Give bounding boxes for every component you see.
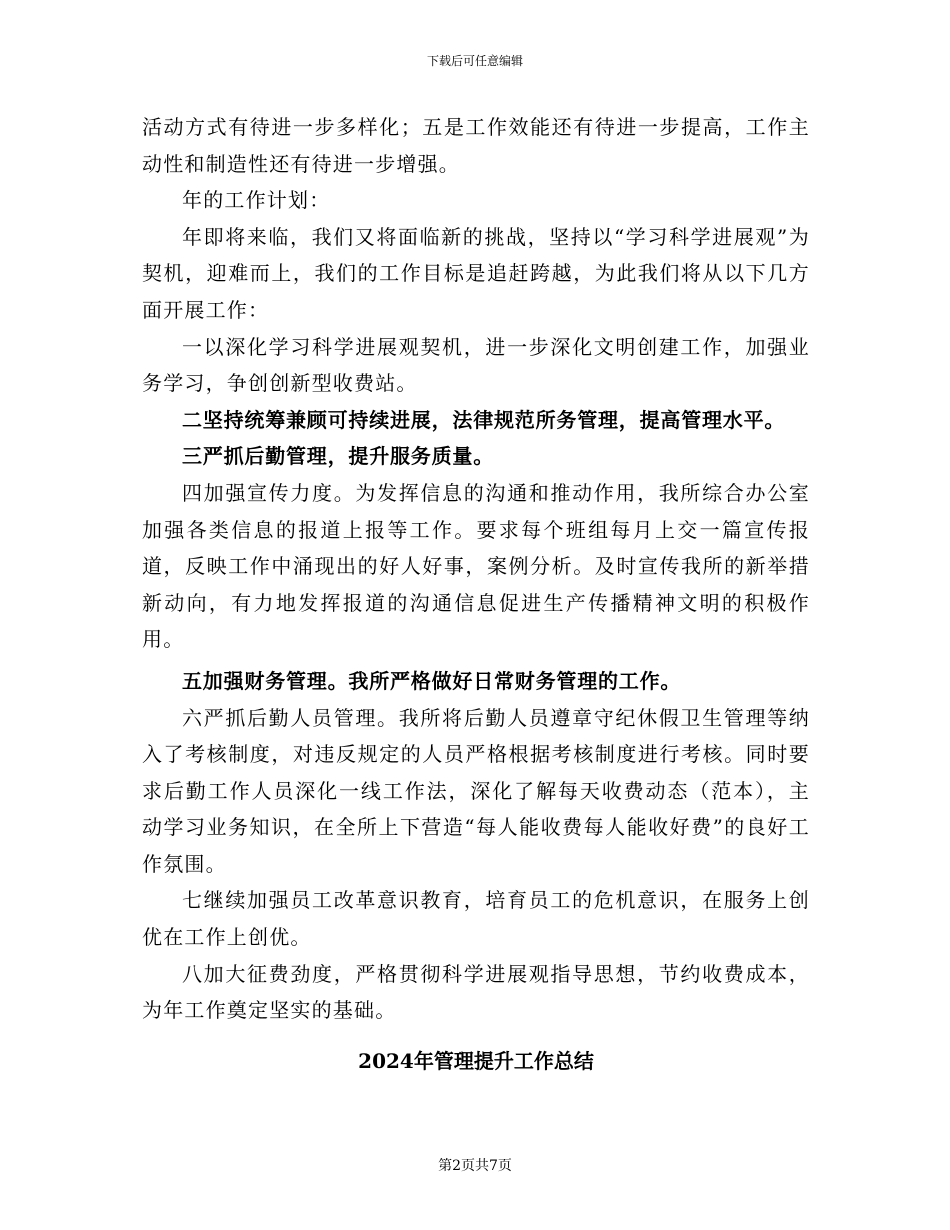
paragraph-2: 年的工作计划：	[182, 188, 331, 213]
paragraph-4: 一以深化学习科学进展观契机，进一步深化文明创建工作，加强业务学习，争创创新型收费站。	[142, 334, 810, 396]
paragraph-5: 二坚持统筹兼顾可持续进展，法律规范所务管理，提高管理水平。	[182, 407, 786, 432]
paragraph-9: 六严抓后勤人员管理。我所将后勤人员遵章守纪休假卫生管理等纳入了考核制度，对违反规定的人员严格根据考核制度进行考核。同时要求后勤工作人员深化一线工作法，深化了解每天收费动态（范本），主动学习业务知识，在全所上下营造“每人能收费每人能收好费”的良好工作氛围。	[142, 705, 810, 876]
paragraph-3: 年即将来临，我们又将面临新的挑战，坚持以“学习科学进展观”为契机，迎难而上，我们的工作目标是追赶跨越，为此我们将从以下几方面开展工作：	[142, 224, 810, 322]
document-body	[142, 109, 810, 1079]
paragraph-7: 四加强宣传力度。为发挥信息的沟通和推动作用，我所综合办公室加强各类信息的报道上报等工作。要求每个班组每月上交一篇宣传报道，反映工作中涌现出的好人好事，案例分析。及时宣传我所的新举措新动向，有力地发挥报道的沟通信息促进生产传播精神文明的积极作用。	[142, 480, 810, 652]
page-header: 下载后可任意编辑	[426, 54, 523, 68]
paragraph-8: 五加强财务管理。我所严格做好日常财务管理的工作。	[182, 668, 682, 693]
paragraph-11: 八加大征费劲度，严格贯彻科学进展观指导思想，节约收费成本，为年工作奠定坚实的基础。	[142, 961, 810, 1023]
page-footer: 第2页共7页	[438, 1158, 512, 1174]
paragraph-10: 七继续加强员工改革意识教育，培育员工的危机意识，在服务上创优在工作上创优。	[142, 888, 810, 950]
section-title: 2024年管理提升工作总结	[358, 1048, 594, 1073]
paragraph-6: 三严抓后勤管理，提升服务质量。	[182, 444, 494, 469]
paragraph-1: 活动方式有待进一步多样化；五是工作效能还有待进一步提高，工作主动性和制造性还有待进一步增强。	[142, 115, 810, 176]
